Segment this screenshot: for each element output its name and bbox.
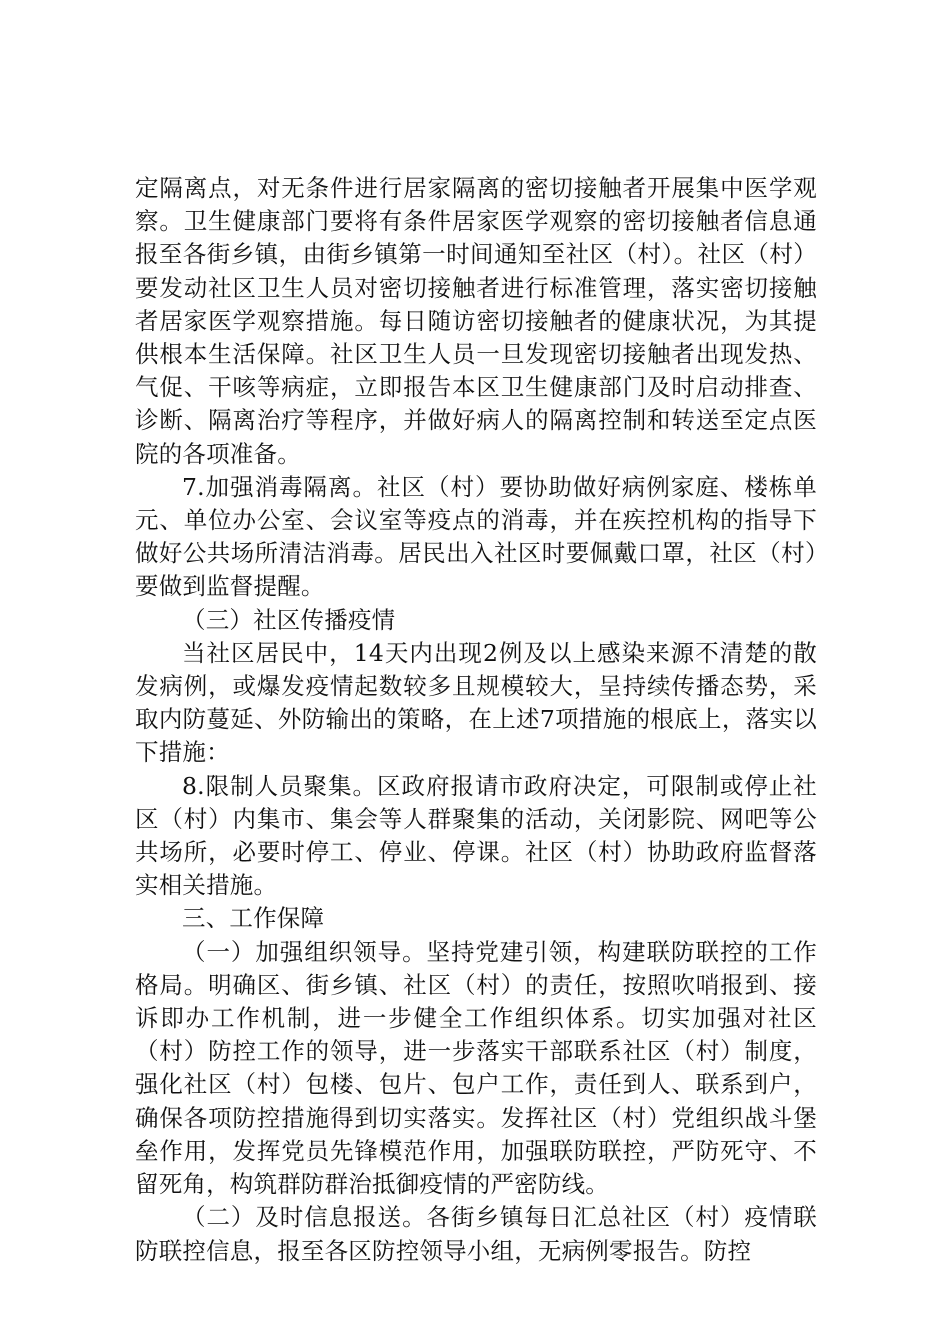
- paragraph-community-transmission: 当社区居民中，14天内出现2例及以上感染来源不清楚的散发病例，或爆发疫情起数较多且规模较大，呈持续传播态势，采取内防蔓延、外防输出的策略，在上述7项措施的根底上，落实以下措施：: [135, 638, 817, 767]
- section-heading-work-guarantee: 三、工作保障: [182, 904, 325, 933]
- paragraph-information-reporting: （二）及时信息报送。各街乡镇每日汇总社区（村）疫情联防联控信息，报至各区防控领导小组，无病例零报告。防控: [135, 1203, 817, 1265]
- paragraph-disinfection: 7.加强消毒隔离。社区（村）要协助做好病例家庭、楼栋单元、单位办公室、会议室等疫点的消毒，并在疾控机构的指导下做好公共场所清洁消毒。居民出入社区时要佩戴口罩，社区（村）要做到监督提醒。: [135, 472, 817, 601]
- paragraph-limit-gathering: 8.限制人员聚集。区政府报请市政府决定，可限制或停止社区（村）内集市、集会等人群聚集的活动，关闭影院、网吧等公共场所，必要时停工、停业、停课。社区（村）协助政府监督落实相关措施。: [135, 771, 817, 900]
- paragraph-isolation-observation: 定隔离点，对无条件进行居家隔离的密切接触者开展集中医学观察。卫生健康部门要将有条件居家医学观察的密切接触者信息通报至各街乡镇，由街乡镇第一时间通知至社区（村）。社区（村）要发动社区卫生人员对密切接触者进行标准管理，落实密切接触者居家医学观察措施。每日随访密切接触者的健康状况，为其提供根本生活保障。社区卫生人员一旦发现密切接触者出现发热、气促、干咳等病症，立即报告本区卫生健康部门及时启动排查、诊断、隔离治疗等程序，并做好病人的隔离控制和转送至定点医院的各项准备。: [135, 174, 817, 468]
- document-page: [135, 172, 817, 1268]
- paragraph-organization-leadership: （一）加强组织领导。坚持党建引领，构建联防联控的工作格局。明确区、街乡镇、社区（村）的责任，按照吹哨报到、接诉即办工作机制，进一步健全工作组织体系。切实加强对社区（村）防控工作的领导，进一步落实干部联系社区（村）制度，强化社区（村）包楼、包片、包户工作，责任到人、联系到户，确保各项防控措施得到切实落实。发挥社区（村）党组织战斗堡垒作用，发挥党员先锋模范作用，加强联防联控，严防死守、不留死角，构筑群防群治抵御疫情的严密防线。: [135, 937, 817, 1199]
- subheading-community-transmission: （三）社区传播疫情: [182, 605, 396, 634]
